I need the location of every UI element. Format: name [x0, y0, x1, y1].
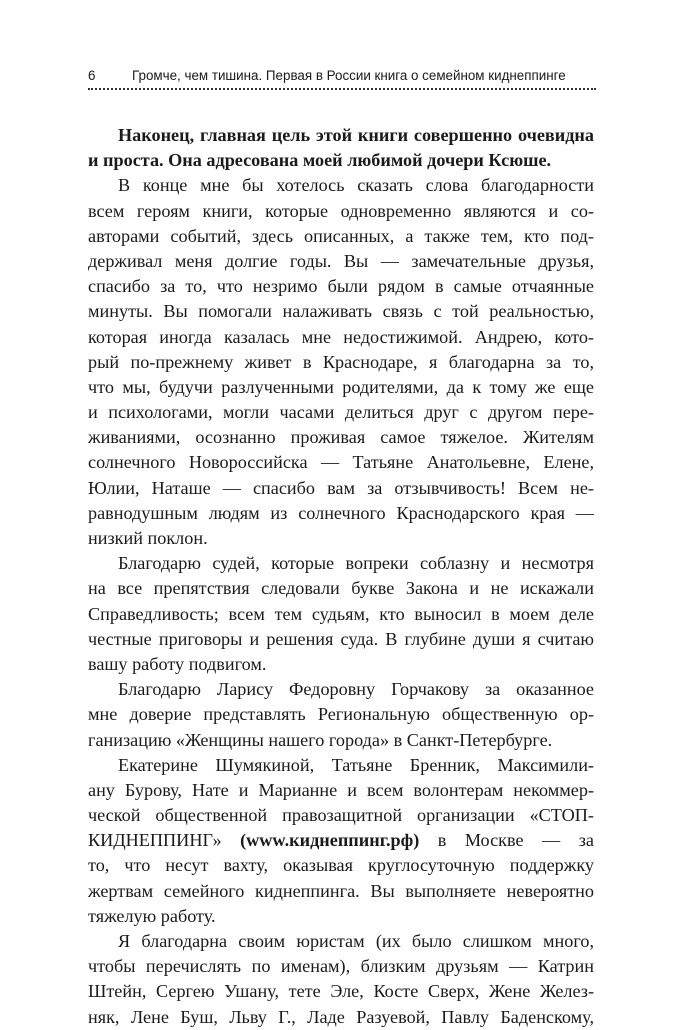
text-line: низкий поклон.: [88, 528, 208, 548]
text-line: которая иногда казалась мне недостижимой. Андрею, кото-: [88, 326, 594, 347]
text-span: КИДНЕППИНГ»: [88, 830, 241, 851]
text-line: что мы, будучи разлученными родителями, да к тому же еще: [88, 376, 594, 397]
text-line: [88, 828, 594, 853]
text-line: няк, Лене Буш, Льву Г., Ладе Разуевой, Павлу Баденскому,: [88, 1006, 594, 1027]
text-line: ану Бурову, Нате и Марианне и всем волонтерам некоммер-: [88, 779, 594, 800]
text-line: держивал меня долгие годы. Вы — замечательные друзья,: [88, 250, 594, 271]
text-line: В конце мне бы хотелось сказать слова благодарности: [118, 175, 594, 196]
running-title: Громче, чем тишина. Первая в России книга о семейном киднеппинге: [132, 68, 566, 83]
header-dotted-rule: [88, 88, 596, 90]
text-line: Благодарю судей, которые вопреки соблазну и несмотря: [118, 553, 594, 574]
text-line: мне доверие представлять Региональную общественную ор-: [88, 704, 594, 725]
body-text: [88, 123, 594, 1030]
text-line: спасибо за то, что незримо были рядом в самые отчаянные: [88, 276, 594, 297]
text-line: и психологами, могли часами делиться друг с другом пере-: [88, 402, 594, 423]
page-number: 6: [88, 68, 96, 83]
text-line: равнодушным людям из солнечного Краснодарского края —: [88, 502, 594, 523]
text-line: Штейн, Сергею Ушану, тете Эле, Косте Сверх, Жене Желез-: [88, 981, 594, 1002]
text-line: Наконец, главная цель этой книги совершенно очевидна: [118, 125, 594, 145]
text-line: ческой общественной правозащитной организации «СТОП-: [88, 805, 594, 826]
text-line: и проста. Она адресована моей любимой дочери Ксюше.: [88, 150, 552, 171]
text-line: честные приговоры и решения суда. В глубине души я считаю: [88, 628, 594, 649]
text-line: авторами событий, здесь описанных, а также тем, кто под-: [88, 225, 594, 246]
text-line: минуты. Вы помогали налаживать связь с той реальностью,: [88, 301, 594, 322]
text-line: всем героям книги, которые одновременно являются и со-: [88, 200, 594, 221]
text-line: Благодарю Ларису Федоровну Горчакову за оказанное: [118, 679, 594, 700]
text-line: Я благодарна своим юристам (их было слишком много,: [118, 931, 594, 951]
text-line: то, что несут вахту, оказывая круглосуточную поддержку: [88, 855, 594, 876]
text-line: Юлии, Наташе — спасибо вам за отзывчивость! Всем не-: [88, 477, 594, 498]
text-span: в Москве — за: [419, 830, 594, 851]
text-line: живаниями, осознанно проживая самое тяжелое. Жителям: [88, 427, 594, 448]
text-line: на все препятствия следовали букве Закона и не искажали: [88, 578, 594, 599]
text-line: вашу работу подвигом.: [88, 653, 267, 674]
text-line: чтобы перечислять по именам), близким друзьям — Катрин: [88, 956, 594, 977]
text-line: Справедливость; всем тем судьям, кто выносил в моем деле: [88, 603, 594, 624]
text-line: Екатерине Шумякиной, Татьяне Бренник, Максимили-: [118, 754, 594, 775]
text-line: рый по-прежнему живет в Краснодаре, я благодарна за то,: [88, 351, 594, 372]
text-line: солнечного Новороссийска — Татьяне Анатольевне, Елене,: [88, 452, 594, 473]
text-line: жертвам семейного киднеппинга. Вы выполняете невероятно: [88, 880, 594, 901]
text-line: тяжелую работу.: [88, 905, 216, 926]
text-line: ганизацию «Женщины нашего города» в Санкт-Петербурге.: [88, 729, 553, 750]
running-header: [88, 66, 596, 90]
website-link-text: (www.киднеппинг.рф): [240, 830, 420, 851]
